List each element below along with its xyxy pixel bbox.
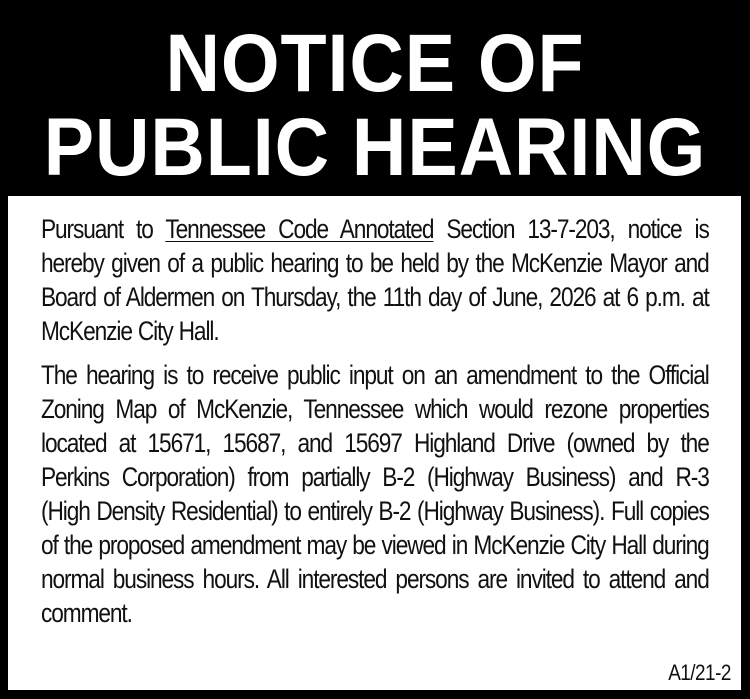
- notice-header: [0, 0, 750, 196]
- hearing-announcement-paragraph: [41, 212, 709, 348]
- zoning-amendment-paragraph: The hearing is to receive public input on an amendment to the Official Zoning Map of McKenzie, Tennessee which would rezone properties located at 15671, 15687, and 15697 Highland Drive (owned by the Perkins Corporation) from partially B-2 (Highway Business) and R-3 (High Density Residential) to entirely B-2 (Highway Business). Full copies of the proposed amendment may be viewed in McKenzie City Hall during normal business hours. All interested persons are invited to attend and comment.: [41, 360, 709, 628]
- notice-body: [8, 196, 741, 690]
- tennessee-code-reference: Tennessee Code Annotated: [165, 214, 434, 244]
- notice-title-line-1: NOTICE OF: [165, 18, 585, 109]
- announcement-prefix: Pursuant to: [41, 214, 153, 244]
- notice-title-line-2: PUBLIC HEARING: [43, 102, 707, 193]
- announcement-details: Section 13-7-203, notice is hereby given of a public hearing to be held by the McKenzie Mayor and Board of Aldermen on Thursday, the 11th day of June, 2026 at 6 p.m. at McKenzie City Hall.: [41, 214, 709, 346]
- notice-reference-code: A1/21-2: [668, 660, 731, 685]
